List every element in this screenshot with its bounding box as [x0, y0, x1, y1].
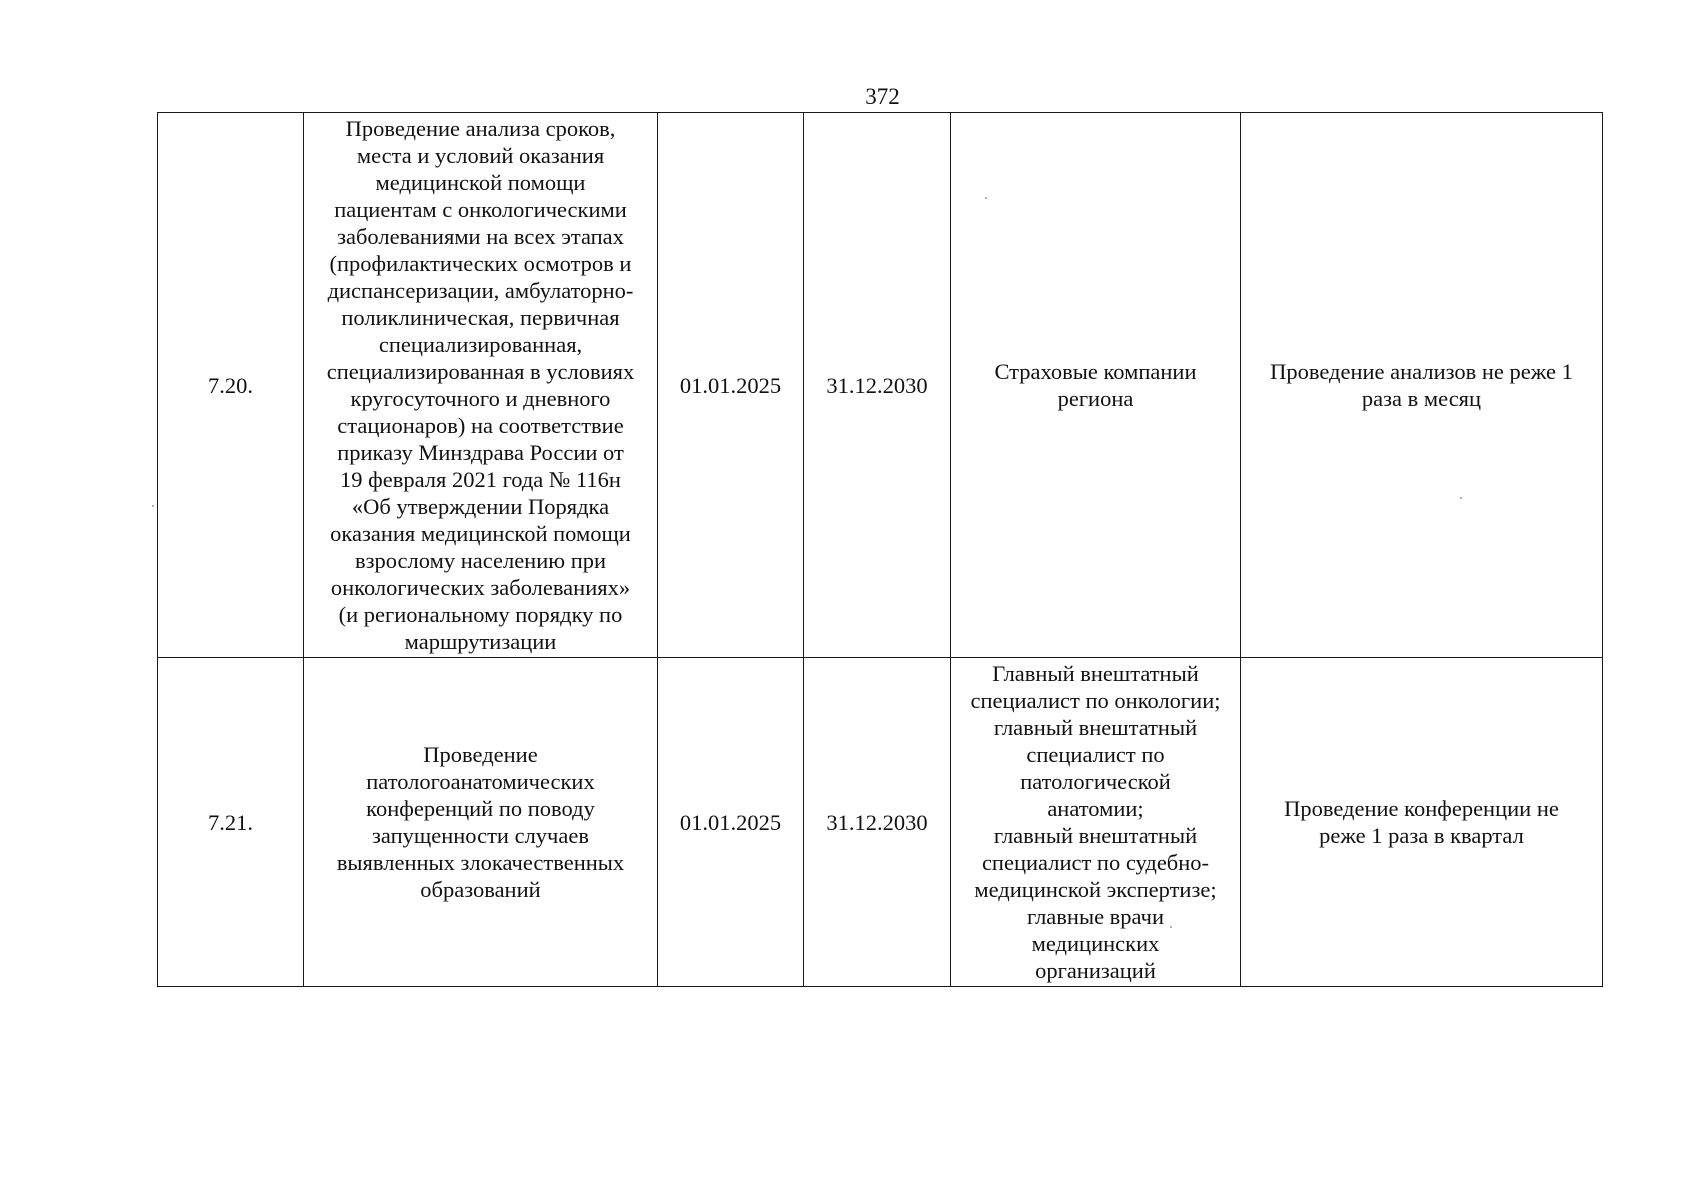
description-cell: Проведение анализа сроков, места и условий оказания медицинской помощи пациентам с онкологическими заболеваниями на всех этапах (профилактических осмотров и диспансеризации, амбулаторно- поликлиническая, первичная специализированная, специализированная в условиях кругосуточного и дневного стационаров) на соответствие приказу Минздрава России от 19 февраля 2021 года № 116н «Об утверждении Порядка оказания медицинской помощи взрослому населению при онкологических заболеваниях» (и региональному порядку по маршрутизации [304, 113, 658, 658]
result-cell: Проведение конференции не реже 1 раза в квартал [1241, 658, 1603, 987]
table-row [158, 658, 1603, 987]
start-date-cell: 01.01.2025 [658, 113, 804, 658]
item-number-cell: 7.21. [158, 658, 304, 987]
start-date-cell: 01.01.2025 [658, 658, 804, 987]
description-cell: Проведение патологоанатомических конференций по поводу запущенности случаев выявленных злокачественных образований [304, 658, 658, 987]
measures-table [157, 112, 1603, 987]
scan-speck [1460, 497, 1462, 499]
end-date-cell: 31.12.2030 [804, 113, 951, 658]
table-row [158, 113, 1603, 658]
item-number-cell: 7.20. [158, 113, 304, 658]
scan-speck [1170, 926, 1172, 928]
responsible-cell: Страховые компании региона [951, 113, 1241, 658]
result-cell: Проведение анализов не реже 1 раза в месяц [1241, 113, 1603, 658]
scan-speck [152, 505, 154, 507]
scan-speck [985, 197, 987, 199]
end-date-cell: 31.12.2030 [804, 658, 951, 987]
responsible-cell: Главный внештатный специалист по онкологии; главный внештатный специалист по патологической анатомии; главный внештатный специалист по судебно- медицинской экспертизе; главные врачи медицинских организаций [951, 658, 1241, 987]
page-number: 372 [865, 84, 900, 109]
